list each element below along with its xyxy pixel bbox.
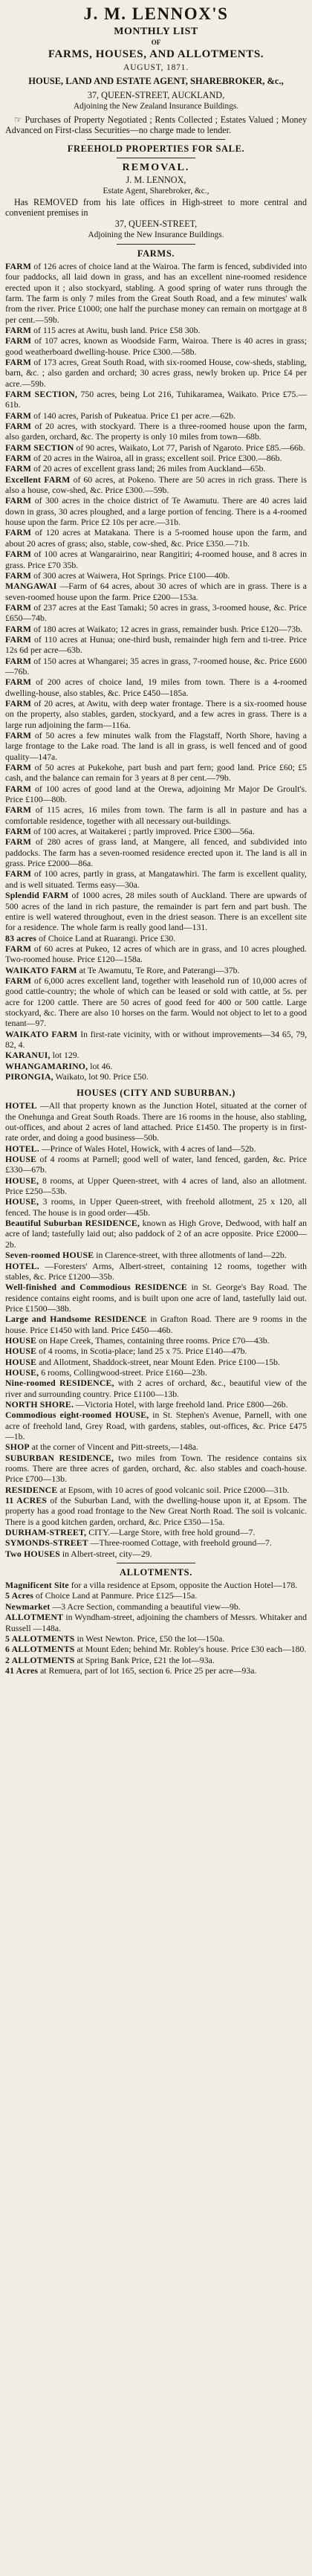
listing-text: of 1000 acres, 28 miles south of Auckland. There are upwards of 500 acres of the land in rich pasture, the remainder is part fern and part bush. The entire is well watered throughout, even in the driest season. There is an excellent site for a residence. The whole farm is really good land—131. (5, 891, 307, 933)
listing-entry (5, 731, 307, 763)
listing-text: CITY.—Large Store, with free hold ground—7. (88, 1528, 256, 1538)
listing-entry (5, 1602, 307, 1613)
listing-lead: ALLOTMENT (5, 1613, 64, 1623)
listing-entry (5, 677, 307, 699)
listing-lead: FARM (5, 496, 32, 506)
list-title: FARMS, HOUSES, AND ALLOTMENTS. (48, 48, 264, 60)
listing-lead: HOUSE (5, 1346, 37, 1357)
listing-entry (5, 475, 307, 497)
listing-entry (5, 837, 307, 869)
listing-entry (5, 464, 307, 474)
listing-lead: Splendid FARM (5, 891, 69, 901)
listing-lead: FARM (5, 624, 32, 634)
listing-text: at Epsom, with 10 acres of good volcanic soil. Price £2000—31b. (59, 1485, 290, 1495)
listing-text: of 110 acres at Hunua; one-third bush, remainder high fern and ti-tree. Price 12s 6d per acre—63b. (5, 634, 307, 656)
masthead: J. M. LENNOX'S (83, 4, 229, 23)
removal-title: Estate Agent, Sharebroker, &c., (103, 187, 209, 196)
listing-entry (5, 966, 307, 976)
listing-lead: FARM (5, 325, 32, 335)
listing-text: in Clarence-street, with three allotments of land—22b. (96, 1250, 287, 1261)
listing-entry (5, 1062, 307, 1072)
listing-text: of 115 acres at Awitu, bush land. Price £58 30b. (33, 325, 201, 335)
listing-lead: Commodious eight-roomed HOUSE, (5, 1410, 149, 1421)
listing-lead: Seven-roomed HOUSE (5, 1250, 94, 1261)
listing-text: of 300 acres at Waiwera, Hot Springs. Price £100—40b. (33, 570, 230, 581)
listing-entry (5, 699, 307, 731)
listing-lead: HOUSE (5, 1335, 37, 1346)
listing-lead: FARM (5, 677, 32, 688)
listing-lead: Excellent FARM (5, 474, 71, 485)
listing-entry (5, 934, 307, 944)
listing-text: of 115 acres, 16 miles from town. The farm is all in pasture and has a comfortable residence, together with all necessary out-buildings. (5, 805, 308, 826)
houses-heading: HOUSES (CITY AND SUBURBAN.) (77, 1088, 235, 1099)
listing-entry (5, 1485, 307, 1496)
listing-text: and Allotment, Shaddock-street, near Mount Eden. Price £100—15b. (39, 1357, 280, 1367)
listing-text: of 20 acres in the Wairoa, all in grass; excellent soil. Price £300.—86b. (33, 453, 282, 464)
listing-lead: Beautiful Suburban RESIDENCE, (5, 1218, 140, 1229)
listing-text: lot 129. (52, 1050, 79, 1061)
listing-lead: 5 ALLOTMENTS (5, 1633, 75, 1644)
listing-text: Waikato, lot 90. Price £50. (55, 1072, 149, 1082)
listing-lead: SHOP (5, 1442, 30, 1453)
listing-text: of 300 acres in the choice district of Te Awamutu. There are 40 acres laid down in grass, 30 acres ploughed, and a large portion of fencing. There is a 4-roomed house upon the farm. Price £2 10s per acre.—31b. (5, 496, 308, 528)
listing-entry (5, 1218, 307, 1250)
listing-entry (5, 603, 307, 624)
listing-entry (5, 1378, 307, 1400)
removal-address: 37, QUEEN-STREET, (114, 218, 198, 229)
listing-entry (5, 326, 307, 336)
listing-entry (5, 805, 307, 827)
listing-lead: FARM (5, 805, 32, 816)
listing-entry (5, 1155, 307, 1176)
listing-entry (5, 1176, 307, 1198)
services-notice: ☞ Purchases of Property Negotiated ; Rents Collected ; Estates Valued ; Money Advanced on First-class Securities—no charge made to lender. (5, 114, 307, 136)
listing-entry (5, 1400, 307, 1410)
listing-text: of 20 acres, at Awitu, with deep water frontage. There is a six-roomed house on the property, also stables, garden, stockyard, and a few acres in grass. There is a large run adjoining the farm—116a. (5, 698, 307, 730)
listing-text: —Foresters' Arms, Albert-street, containing 12 rooms, together with stables, &c. Price £1200—35b. (5, 1261, 307, 1282)
listing-entry (5, 1549, 307, 1560)
listing-lead: MANGAWAI (5, 581, 57, 592)
listing-text: of 100 acres at Wangarairino, near Rangitiri; 4-roomed house, and 8 acres in grass. Price £70 35b. (5, 549, 308, 570)
listing-text: —Farm of 64 acres, about 30 acres of which are in grass. There is a seven-roomed house upon the farm. Price £200—153a. (5, 581, 308, 602)
listing-lead: WAIKATO FARM (5, 1029, 78, 1039)
listing-entry (5, 262, 307, 326)
listing-entry (5, 1581, 307, 1591)
listing-text: of 107 acres, known as Woodside Farm, Wairoa. There is 40 acres in grass; good weatherboard dwelling-house. Price £300.—58b. (5, 336, 308, 357)
listing-entry (5, 1336, 307, 1346)
listing-text: at the corner of Vincent and Pitt-streets,—148a. (31, 1442, 198, 1453)
listing-text: in Albert-street, city—29. (62, 1549, 152, 1559)
listing-lead: WHANGAMARINO, (5, 1061, 88, 1071)
listing-text: of 173 acres, Great South Road, with six-roomed House, cow-sheds, stabling, barn, &c. ; also garden and orchard; 30 acres grass, newly broken up. Price £4 per acre.—59b. (5, 357, 307, 389)
listing-lead: Newmarket (5, 1601, 51, 1612)
listing-lead: FARM (5, 837, 32, 848)
listing-text: 3 rooms, in Upper Queen-street, with freehold allotment, 25 x 120, all fenced. The house is in good order—45b. (5, 1197, 308, 1218)
listing-entry (5, 571, 307, 581)
listing-lead: SUBURBAN RESIDENCE, (5, 1453, 114, 1463)
listing-lead: PIRONGIA, (5, 1072, 53, 1082)
monthly-list-heading: MONTHLY LIST (114, 26, 198, 37)
listing-lead: FARM (5, 656, 32, 666)
office-adjoining: Adjoining the New Zealand Insurance Buildings. (73, 102, 239, 111)
listing-text: of 126 acres of choice land at the Wairoa. The farm is fenced, subdivided into four paddocks, all laid down in grass, and has an excellent nine-roomed residence erected upon it ; also stockyard, stabling. A good spring of water runs through the farm. The farm is only 7 miles from the Great South Road, and a few minutes' walk from the river. Price £1000; one half the purchase money can remain on mortgage at 8 per cent.—59b. (5, 261, 307, 325)
listing-text: 8 rooms, at Upper Queen-street, with 4 acres of land, also an allotment. Price £250—53b. (5, 1175, 307, 1197)
listing-text: of 140 acres, Parish of Pukeatua. Price £1 per acre.—62b. (33, 410, 235, 421)
listing-text: of the Suburban Land, with the dwelling-house upon it, at Epsom. The property has a good road frontage to the New Great North Road. The soil is volcanic. There is a good kitchen garden, orchard, &c. Price £350—15a. (5, 1496, 308, 1527)
listing-text: of 4 rooms, in Scotia-place; land 25 x 75. Price £140—47b. (39, 1346, 247, 1357)
listing-text: on Hape Creek, Thames, containing three rooms. Price £70—43b. (39, 1335, 270, 1346)
listing-entry (5, 1634, 307, 1644)
listing-lead: FARM (5, 464, 32, 474)
listing-text: at Spring Bank Price, £21 the lot—93a. (77, 1655, 215, 1665)
listing-lead: FARM (5, 422, 32, 432)
listing-lead: HOUSE, (5, 1197, 39, 1207)
listing-entry (5, 1656, 307, 1666)
freehold-heading: FREEHOLD PROPERTIES FOR SALE. (67, 143, 245, 154)
listing-entry (5, 1538, 307, 1549)
listing-entry (5, 976, 307, 1030)
allotments-list (5, 1581, 307, 1676)
listing-text: of 90 acres, Waikato, Lot 77, Parish of Ngaroto. Price £85.—66b. (76, 442, 305, 453)
listing-lead: HOUSE (5, 1155, 37, 1165)
listing-entry (5, 453, 307, 464)
listing-lead: FARM SECTION, (5, 390, 78, 399)
listing-lead: HOTEL. (5, 1261, 39, 1271)
listing-entry (5, 1410, 307, 1442)
of-label: OF (151, 39, 161, 46)
farms-list (5, 262, 307, 1082)
listing-entry (5, 1262, 307, 1283)
listing-text: of 20 acres of excellent grass land; 26 miles from Auckland—65b. (33, 464, 266, 474)
listing-text: —Victoria Hotel, with large freehold land. Price £800—26b. (76, 1399, 288, 1410)
listing-entry (5, 1496, 307, 1528)
listing-lead: KARANUI, (5, 1050, 51, 1061)
listing-text: —All that property known as the Junction Hotel, situated at the corner of the Onehunga and Great South Roads. There are 16 rooms in the house, also stabling, out-offices, and about 2 acres of land attached. Price £1450. The property is in first-rate order, and doing a good business—50b. (5, 1101, 307, 1143)
listing-entry (5, 827, 307, 837)
listing-text: in West Newton. Price, £50 the lot—150a. (77, 1633, 225, 1644)
listing-text: at Remuera, part of lot 165, section 6. Price 25 per acre—93a. (40, 1665, 257, 1676)
listing-text: In first-rate vicinity, with or without improvements—34 65, 79, 82, 4. (5, 1029, 308, 1050)
listing-text: of 6,000 acres excellent land, together with leasehold run of 10,000 acres of good cattle-country; the whole of which can be leased or sold with cattle, at 5s. per acre for 1200 cattle. There are 50 acres of good feed for 400 or 500 cattle. Large stockyard, &c. There are also 10 horses on the farm. Would not object to let to a good tenant—97. (5, 975, 308, 1029)
listing-lead: FARM (5, 602, 32, 613)
listing-entry (5, 581, 307, 603)
listing-entry (5, 1442, 307, 1453)
listing-text: of 100 acres, at Waitakerei ; partly improved. Price £300—56a. (33, 827, 255, 837)
listing-entry (5, 1101, 307, 1143)
listing-entry (5, 784, 307, 806)
listing-entry (5, 549, 307, 571)
listing-text: of 60 acres at Pukeo, 12 acres of which are in grass, and 10 acres ploughed. Two-roomed house. Price £120—158a. (5, 943, 307, 965)
listing-entry (5, 1613, 307, 1634)
listing-entry (5, 1050, 307, 1061)
listing-lead: 41 Acres (5, 1665, 39, 1676)
listing-lead: 6 ALLOTMENTS (5, 1644, 75, 1655)
listing-lead: HOUSE (5, 1357, 37, 1367)
listing-text: two miles from Town. The residence contains six rooms. There are three acres of garden, orchard, &c. also stables and coach-house. Price £700—13b. (5, 1453, 307, 1485)
listing-entry (5, 944, 307, 966)
listing-entry (5, 358, 307, 390)
listing-entry (5, 891, 307, 933)
listing-text: —Three-roomed Cottage, with freehold ground—7. (90, 1538, 272, 1549)
listing-lead: 83 acres (5, 933, 37, 943)
listing-entry (5, 496, 307, 528)
listing-entry (5, 1368, 307, 1378)
listing-lead: FARM (5, 570, 32, 581)
listing-lead: FARM (5, 869, 32, 879)
listing-entry (5, 1250, 307, 1261)
listing-lead: Large and Handsome RESIDENCE (5, 1314, 147, 1325)
listing-lead: HOUSE, (5, 1175, 39, 1186)
removal-name: J. M. LENNOX, (126, 174, 186, 185)
listing-text: in Grafton Road. There are 9 rooms in the house. Price £1450 with land. Price £450—46b. (5, 1314, 307, 1335)
listing-text: of 150 acres at Whangarei; 35 acres in grass, 7-roomed house, &c. Price £600—76b. (5, 656, 308, 677)
listing-lead: FARM (5, 975, 32, 986)
listing-text: of 100 acres, partly in grass, at Mangatawhiri. The farm is excellent quality, and is well situated. Terms easy—30a. (5, 869, 307, 890)
listing-lead: FARM (5, 943, 32, 954)
listing-lead: Well-finished and Commodious RESIDENCE (5, 1282, 187, 1293)
listing-lead: FARM (5, 731, 32, 740)
listing-text: lot 46. (90, 1061, 113, 1071)
listing-entry (5, 1282, 307, 1314)
listing-text: of 100 acres of good land at the Orewa, adjoining Mr Major De Groult's. Price £100—80b. (5, 784, 307, 805)
listing-lead: FARM (5, 549, 32, 560)
issue-date: AUGUST, 1871. (123, 63, 189, 72)
listing-lead: 2 ALLOTMENTS (5, 1655, 75, 1665)
listing-lead: FARM (5, 453, 32, 464)
listing-lead: 5 Acres (5, 1591, 34, 1601)
listing-lead: FARM SECTION (5, 442, 74, 453)
listing-entry (5, 656, 307, 678)
listing-text: of Choice Land at Ruarangi. Price £30. (39, 933, 176, 943)
listing-lead: WAIKATO FARM (5, 965, 77, 975)
listing-entry (5, 422, 307, 443)
listing-text: of 4 rooms at Parnell; good well of water, land fenced, garden, &c. Price £330—67b. (5, 1155, 307, 1175)
listing-entry (5, 1030, 307, 1051)
listing-lead: RESIDENCE (5, 1485, 58, 1495)
allotments-heading: ALLOTMENTS. (120, 1567, 192, 1578)
listing-entry (5, 336, 307, 358)
listing-lead: 11 ACRES (5, 1496, 48, 1506)
houses-list (5, 1101, 307, 1560)
listing-entry (5, 390, 307, 411)
listing-text: in Wyndham-street, adjoining the chambers of Messrs. Whitaker and Russell —148a. (5, 1613, 307, 1633)
listing-entry (5, 1591, 307, 1601)
listing-text: of 237 acres at the East Tamaki; 50 acres in grass, 3-roomed house, &c. Price £650—74b. (5, 602, 307, 624)
listing-lead: FARM (5, 357, 32, 367)
listing-lead: FARM (5, 827, 32, 837)
listing-text: of 200 acres of choice land, 19 miles from town. There is a 4-roomed dwelling-house, also stables, &c. Price £450—185a. (5, 677, 308, 698)
listing-entry (5, 763, 307, 784)
listing-lead: HOTEL. (5, 1143, 39, 1154)
agent-heading: HOUSE, LAND AND ESTATE AGENT, SHAREBROKER, &c., (28, 76, 284, 86)
listing-lead: FARM (5, 784, 32, 794)
listing-text: for a villa residence at Epsom, opposite the Auction Hotel—178. (71, 1581, 298, 1591)
listing-lead: FARM (5, 336, 32, 346)
listing-text: known as High Grove, Dedwood, with half an acre of land; tastefully laid out; also paddock of 2 of an acre opposite. Price £2000—2b. (5, 1218, 308, 1250)
listing-lead: DURHAM-STREET, (5, 1528, 87, 1538)
listing-entry (5, 1346, 307, 1357)
listing-entry (5, 869, 307, 891)
listing-entry (5, 1197, 307, 1218)
removal-adjoining: Adjoining the New Insurance Buildings. (88, 230, 224, 240)
listing-lead: FARM (5, 698, 32, 708)
listing-entry (5, 1453, 307, 1485)
listing-lead: FARM (5, 410, 32, 421)
listing-text: with 2 acres of orchard, &c., beautiful view of the river and surrounding country. Price £1100—13b. (5, 1378, 307, 1399)
listing-text: of 180 acres at Waikato; 12 acres in grass, remainder bush. Price £120—73b. (33, 624, 303, 634)
listing-lead: Magnificent Site (5, 1581, 69, 1591)
listing-lead: FARM (5, 634, 32, 645)
listing-text: —Prince of Wales Hotel, Howick, with 4 acres of land—52b. (41, 1143, 256, 1154)
listing-text: at Mount Eden; behind Mr. Robley's house. Price £30 each—180. (77, 1644, 307, 1655)
listing-lead: Nine-roomed RESIDENCE, (5, 1378, 114, 1389)
listing-text: of 60 acres, at Pokeno. There are 50 acres in rich grass. There is also a house, cow-shed, &c. Price £300.—59b. (5, 474, 308, 496)
farms-heading: FARMS. (137, 248, 175, 259)
listing-text: 6 rooms, Collingwood-street. Price £160—23b. (41, 1367, 207, 1378)
listing-text: of 20 acres, with stockyard. There is a three-roomed house upon the farm, also garden, orchard, &c. The property is only 10 miles from town—68b. (5, 422, 308, 442)
listing-entry (5, 443, 307, 453)
listing-lead: FARM (5, 528, 32, 538)
listing-entry (5, 1358, 307, 1368)
listing-text: in St. George's Bay Road. The residence contains eight rooms, and is built upon one acre of land, tastefully laid out. Price £1500—38b. (5, 1282, 308, 1314)
listing-entry (5, 528, 307, 549)
listing-text: of 120 acres at Matakana. There is a 5-roomed house upon the farm, and about 20 acres of grass; also, stable, cow-shed, &c. Price £350.—71b. (5, 528, 308, 549)
listing-entry (5, 624, 307, 635)
listing-text: of Choice Land at Panmure. Price £125—15a. (36, 1591, 198, 1601)
listing-text: —3 Acre Section, commanding a beautiful view—9b. (52, 1601, 241, 1612)
removal-body: Has REMOVED from his late offices in High-street to more central and convenient premises in (5, 196, 307, 219)
listing-lead: FARM (5, 763, 32, 773)
listing-entry (5, 1666, 307, 1676)
listing-lead: HOUSE, (5, 1367, 39, 1378)
listing-entry (5, 1144, 307, 1155)
listing-text: 750 acres, being Lot 216, Tuhikaramea, Waikato. Price £75.—61b. (5, 390, 308, 410)
removal-heading: REMOVAL. (122, 161, 190, 173)
listing-lead: Two HOUSES (5, 1549, 60, 1559)
listing-entry (5, 635, 307, 656)
listing-lead: SYMONDS-STREET (5, 1538, 88, 1549)
divider (117, 244, 195, 245)
listing-text: in St. Stephen's Avenue, Parnell, with one acre of freehold land, Grey Road, with gardens, stables, out-offices, &c. Price £475 —1b. (5, 1410, 307, 1442)
office-address: 37, QUEEN-STREET, AUCKLAND, (87, 89, 225, 100)
listing-entry (5, 1314, 307, 1336)
listing-lead: FARM (5, 261, 32, 271)
listing-lead: HOTEL (5, 1101, 37, 1111)
listing-text: at Te Awamutu, Te Rore, and Paterangi—37b. (79, 965, 240, 975)
listing-text: of 50 acres a few minutes walk from the Flagstaff, North Shore, having a large frontage to the Lake road. The land is all in grass, is well fenced and of good quality—147a. (5, 731, 307, 762)
listing-lead: NORTH SHORE. (5, 1399, 74, 1410)
listing-text: of 280 acres of grass land, at Mangere, all fenced, and subdivided into paddocks. The farm has a seven-roomed residence erected upon it. The land is all in grass. Price £2000—86a. (5, 837, 308, 869)
listing-text: of 50 acres at Pukekohe, part bush and part fern; good land. Price £60; £5 cash, and the balance can remain for 3 years at 8 per cent.—79b. (5, 763, 307, 784)
listing-entry (5, 1644, 307, 1655)
listing-entry (5, 1072, 307, 1082)
listing-entry (5, 1528, 307, 1538)
listing-entry (5, 411, 307, 422)
divider (87, 139, 226, 140)
